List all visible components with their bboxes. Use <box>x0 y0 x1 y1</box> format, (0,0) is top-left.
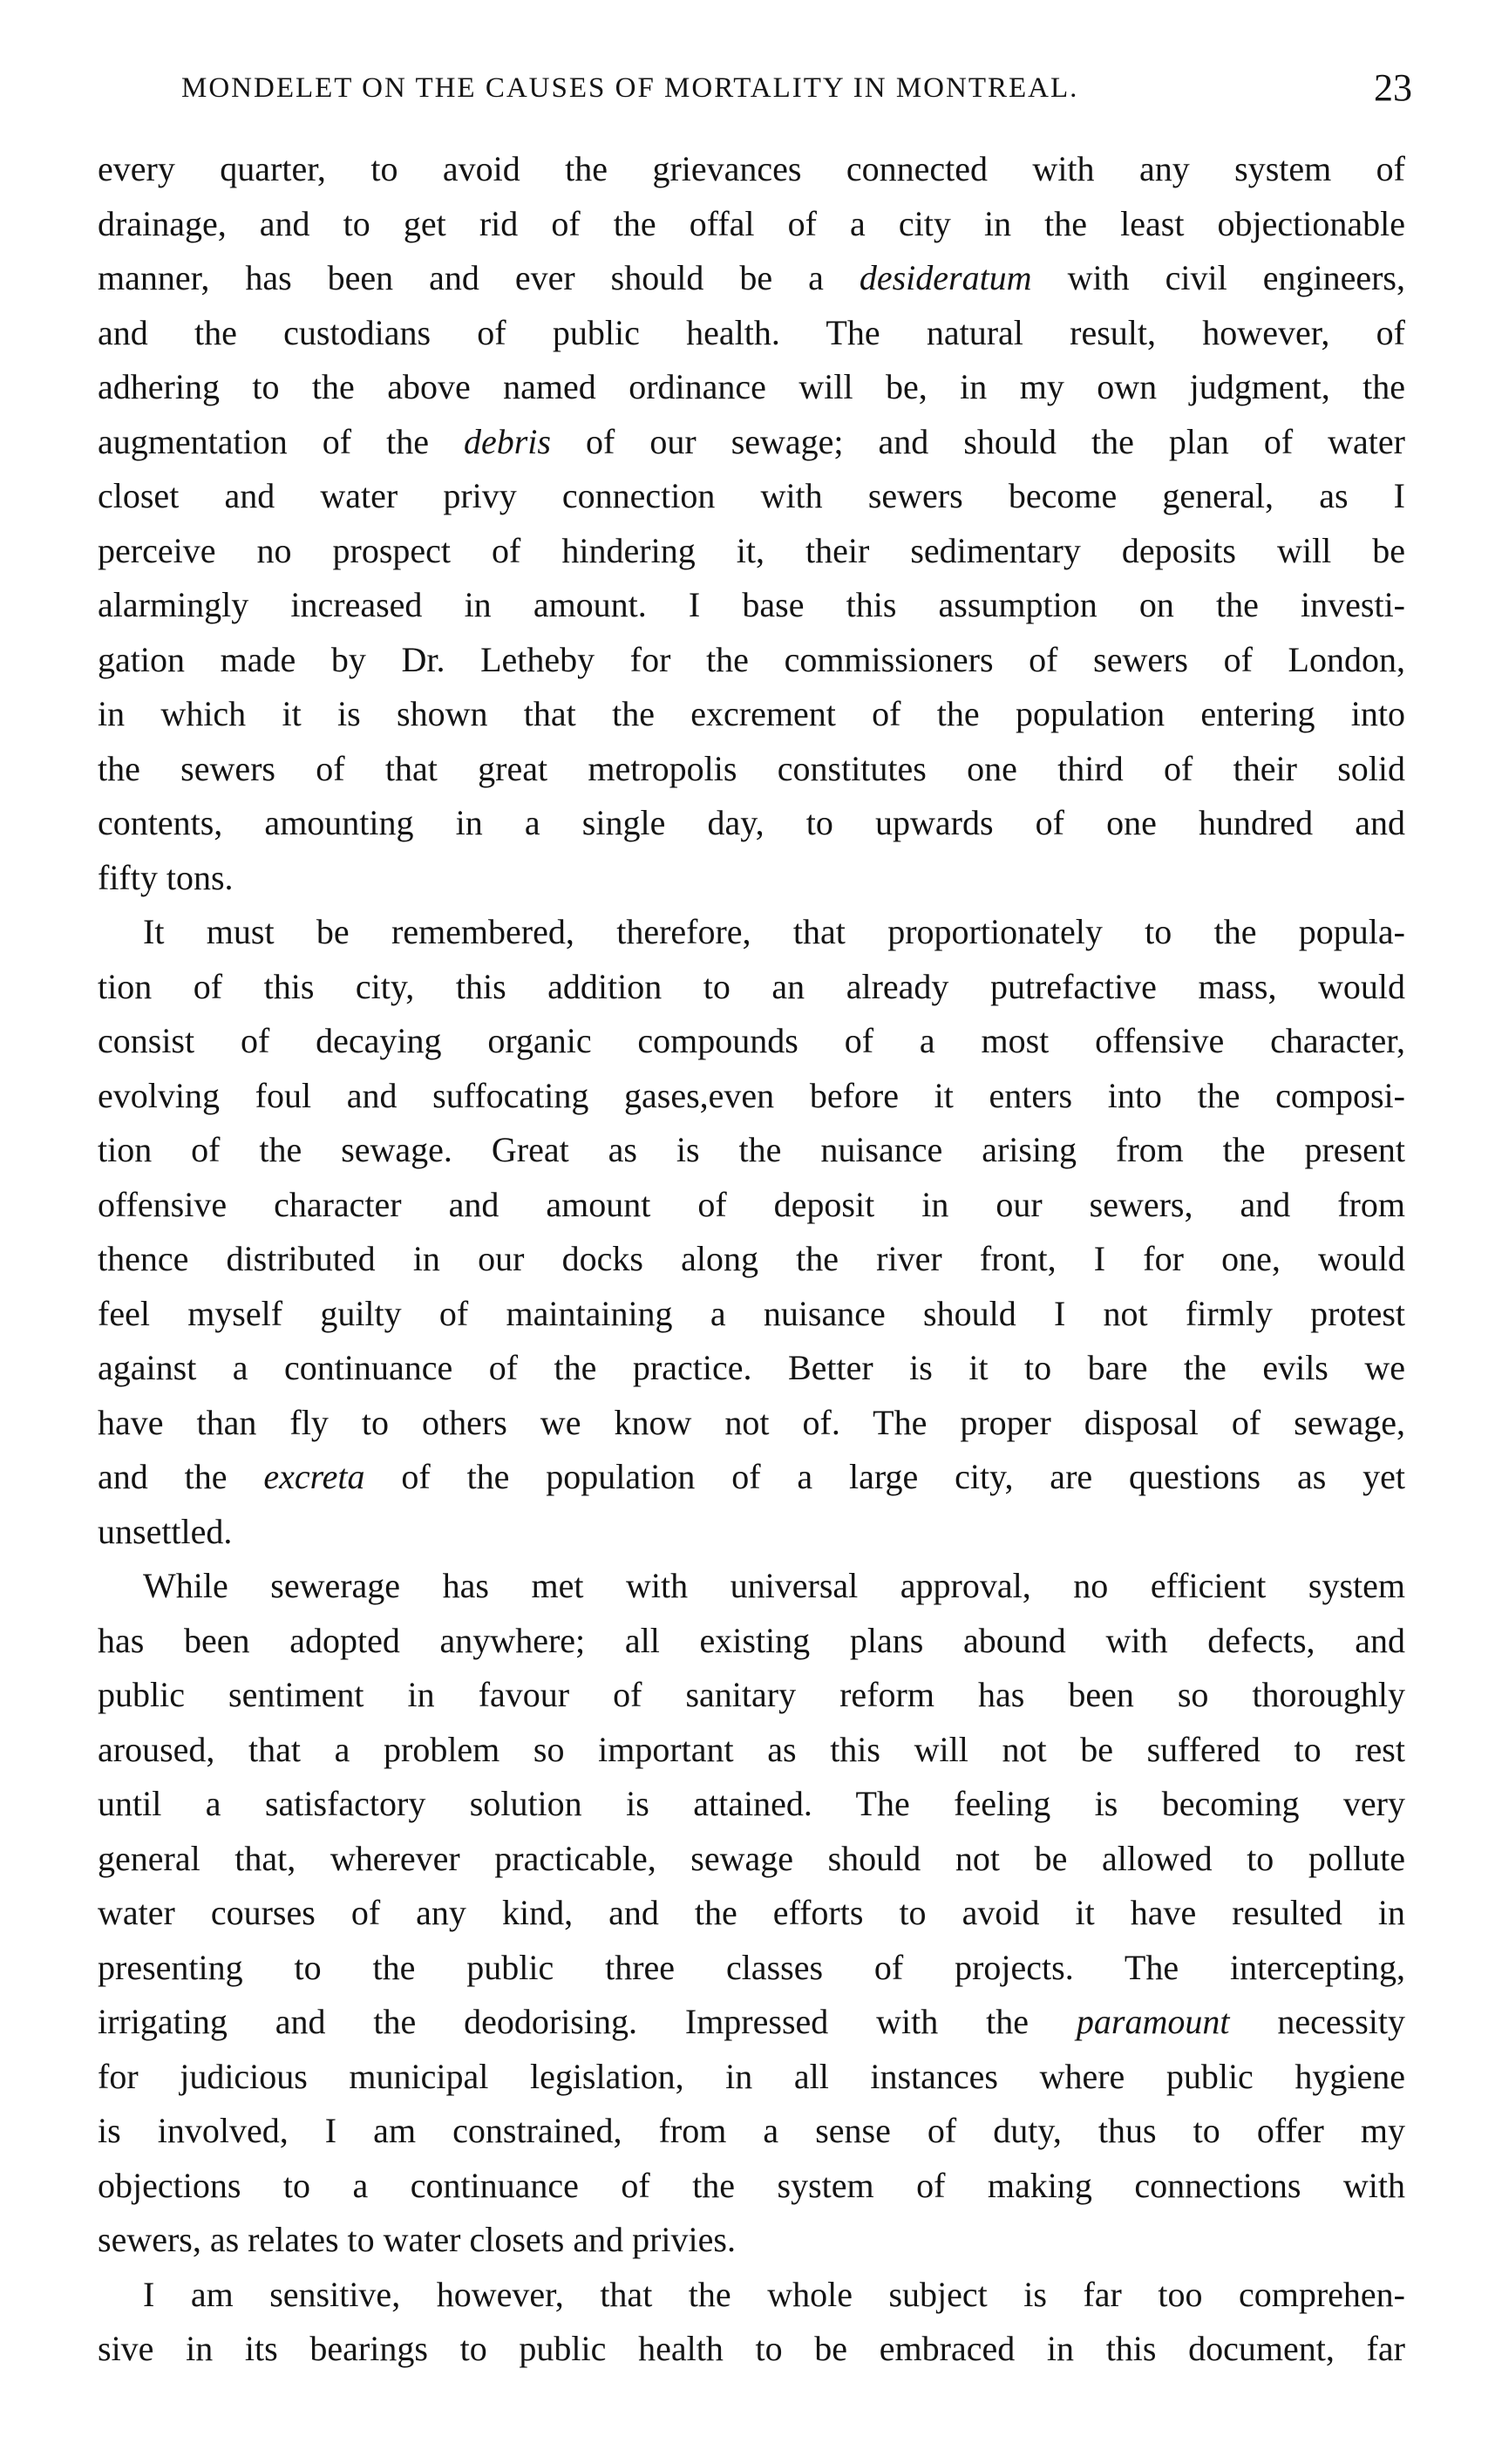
text-line: has been adopted anywhere; all existing plans abound with defects, and <box>98 1620 1405 1660</box>
text-line: for judicious municipal legislation, in all instances where public hygiene <box>98 2056 1405 2096</box>
text-line: public sentiment in favour of sanitary reform has been so thoroughly <box>98 1675 1405 1714</box>
body-text <box>98 142 1405 2377</box>
text-line: gation made by Dr. Letheby for the commissioners of sewers of London, <box>98 639 1405 679</box>
text-line: consist of decaying organic compounds of a most offensive character, <box>98 1021 1405 1060</box>
text-line: closet and water privy connection with sewers become general, as I <box>98 476 1405 515</box>
text-line: every quarter, to avoid the grievances connected with any system of <box>98 149 1405 188</box>
text-line: alarmingly increased in amount. I base this assumption on the investi- <box>98 585 1405 624</box>
text-line: thence distributed in our docks along the river front, I for one, would <box>98 1239 1405 1278</box>
text-line: evolving foul and suffocating gases,even before it enters into the composi- <box>98 1075 1405 1115</box>
text-line: perceive no prospect of hindering it, their sedimentary deposits will be <box>98 530 1405 570</box>
text-line: in which it is shown that the excrement of the population entering into <box>98 694 1405 733</box>
running-title: MONDELET ON THE CAUSES OF MORTALITY IN MONTREAL. <box>181 72 1079 104</box>
text-line: adhering to the above named ordinance will be, in my own judgment, the <box>98 367 1405 406</box>
text-line: unsettled. <box>98 1511 233 1551</box>
text-line: have than fly to others we know not of. The proper disposal of sewage, <box>98 1402 1405 1442</box>
text-line: presenting to the public three classes of projects. The intercepting, <box>98 1947 1405 1987</box>
paragraph-3 <box>98 1559 1405 2268</box>
text-line: feel myself guilty of maintaining a nuisance should I not firmly protest <box>98 1293 1405 1333</box>
paragraph-4 <box>98 2268 1405 2377</box>
text-line: until a satisfactory solution is attained. The feeling is becoming very <box>98 1784 1405 1823</box>
italic-term: excreta <box>263 1457 365 1496</box>
text-line: sive in its bearings to public health to be embraced in this document, far <box>98 2329 1405 2368</box>
text-line: general that, wherever practicable, sewage should not be allowed to pollute <box>98 1838 1405 1878</box>
text-line: sewers, as relates to water closets and privies. <box>98 2220 736 2259</box>
italic-term: debris <box>463 421 551 461</box>
text-run: of our sewage; and should the plan of water <box>550 421 1405 461</box>
text-line: offensive character and amount of deposit in our sewers, and from <box>98 1184 1405 1224</box>
text-line: against a continuance of the practice. Better is it to bare the evils we <box>98 1348 1405 1387</box>
text-line: aroused, that a problem so important as this will not be suffered to rest <box>98 1729 1405 1769</box>
text-run: with civil engineers, <box>1031 258 1405 297</box>
paragraph-1 <box>98 142 1405 905</box>
text-run: manner, has been and ever should be a <box>98 258 860 297</box>
text-line: fifty tons. <box>98 857 234 897</box>
text-run: of the population of a large city, are questions as yet <box>364 1457 1405 1496</box>
text-line <box>98 415 1405 470</box>
italic-term: desideratum <box>859 258 1032 297</box>
italic-term: paramount <box>1076 2002 1230 2041</box>
text-line: While sewerage has met with universal approval, no efficient system <box>143 1566 1405 1605</box>
text-run: and the <box>98 1457 264 1496</box>
text-line: tion of this city, this addition to an already putrefactive mass, would <box>98 966 1405 1006</box>
text-line: objections to a continuance of the system of making connections with <box>98 2165 1405 2205</box>
text-line: is involved, I am constrained, from a sense of duty, thus to offer my <box>98 2111 1405 2150</box>
text-run: irrigating and the deodorising. Impressed with the <box>98 2002 1077 2041</box>
text-run: necessity <box>1229 2002 1405 2041</box>
text-line: contents, amounting in a single day, to upwards of one hundred and <box>98 803 1405 842</box>
text-line <box>98 251 1405 306</box>
text-line: It must be remembered, therefore, that proportionately to the popula- <box>143 912 1405 951</box>
text-line: tion of the sewage. Great as is the nuisance arising from the present <box>98 1130 1405 1169</box>
text-line: I am sensitive, however, that the whole subject is far too comprehen- <box>143 2274 1405 2314</box>
running-head <box>181 58 1412 119</box>
text-line: the sewers of that great metropolis constitutes one third of their solid <box>98 748 1405 788</box>
text-line: and the custodians of public health. The natural result, however, of <box>98 312 1405 352</box>
text-line <box>98 1995 1405 2050</box>
text-line <box>98 1450 1405 1505</box>
text-line: water courses of any kind, and the efforts to avoid it have resulted in <box>98 1893 1405 1932</box>
text-line: drainage, and to get rid of the offal of a city in the least objectionable <box>98 203 1405 243</box>
page-number: 23 <box>1374 66 1412 109</box>
paragraph-2 <box>98 905 1405 1559</box>
text-run: augmentation of the <box>98 421 464 461</box>
